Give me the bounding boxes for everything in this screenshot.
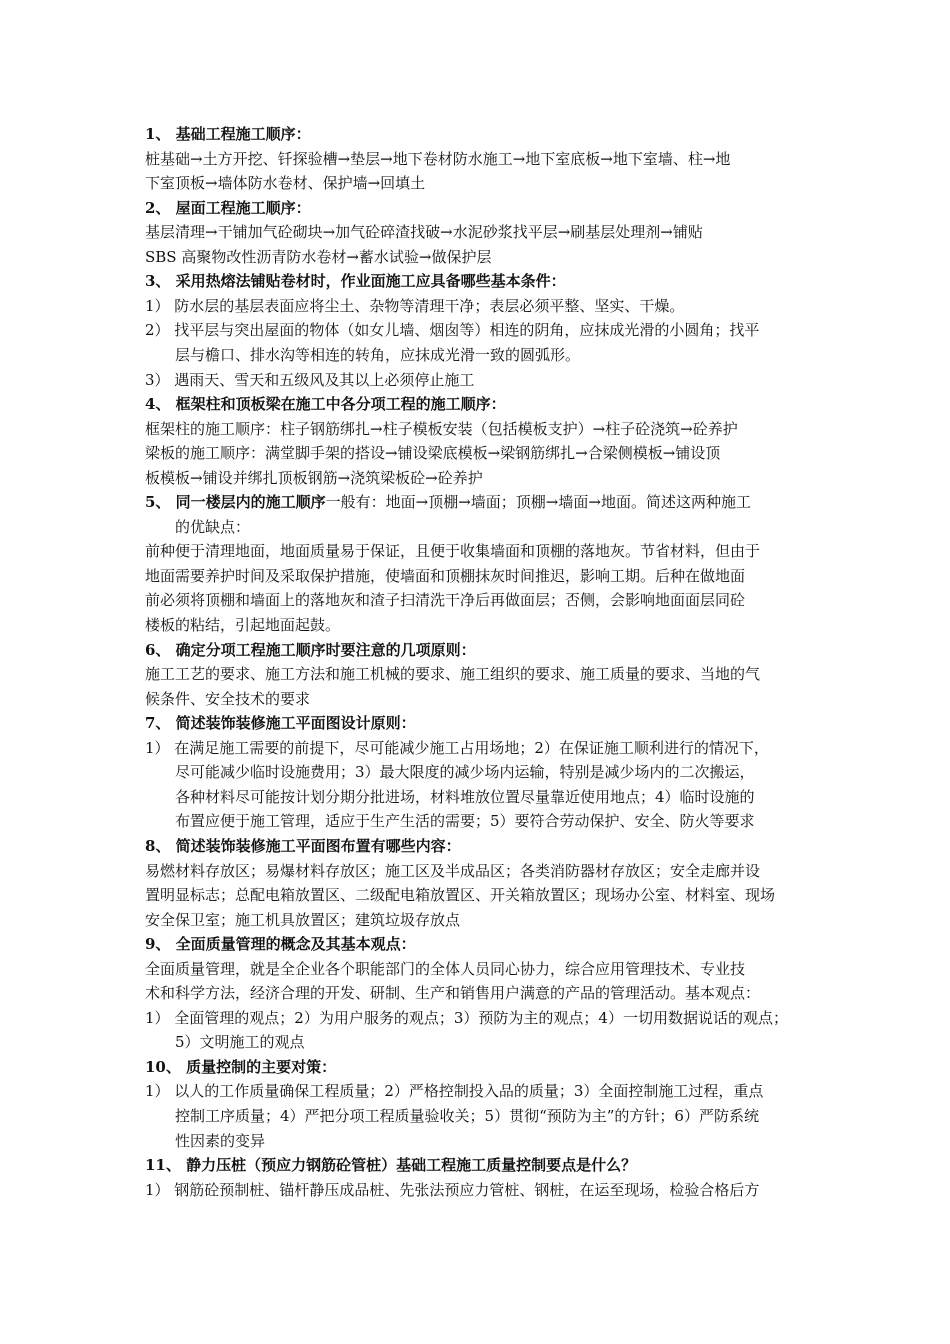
section-heading [145,834,461,858]
body-text-line [175,515,250,539]
line-text: 术和科学方法，经济合理的开发、研制、生产和销售用户满意的产品的管理活动。基本观点： [145,984,761,1003]
body-text-line [145,981,760,1005]
body-text-line [145,564,745,588]
line-text: 候条件、安全技术的要求 [145,689,311,708]
body-text-line [145,1006,788,1030]
body-text-line [145,736,769,760]
body-text-line [145,245,491,269]
line-text: 1） 防水层的基层表面应将尘土、杂物等清理干净；表层必须平整、坚实、干燥。 [145,296,685,315]
line-text: 尽可能减少临时设施费用；3）最大限度的减少场内运输，特别是减少场内的二次搬运， [175,763,755,782]
section-heading [145,1055,336,1079]
body-text-line [145,588,745,612]
body-text-line [145,883,775,907]
line-text: 各种材料尽可能按计划分期分批进场，材料堆放位置尽量靠近使用地点；4）临时设施的 [175,787,755,806]
body-text-line [145,220,703,244]
line-text: 桩基础→土方开挖、钎探验槽→垫层→地下卷材防水施工→地下室底板→地下室墙、柱→地 [145,149,731,168]
section-heading [145,392,506,416]
body-text-line [145,662,760,686]
section-heading [145,932,416,956]
section-heading [145,490,751,514]
body-text-line [145,539,760,563]
body-text-line [175,785,755,809]
heading-text: 5、 同一楼层内的施工顺序 [145,493,326,512]
line-text: 1） 以人的工作质量确保工程质量；2）严格控制投入品的质量；3）全面控制施工过程，重点 [145,1082,764,1101]
body-text-line [175,1104,759,1128]
heading-text: 3、 采用热熔法铺贴卷材时，作业面施工应具备哪些基本条件： [145,272,566,291]
body-text-line [175,760,755,784]
line-text: 的优缺点： [175,517,251,536]
section-heading [145,711,416,735]
line-text: 1） 在满足施工需要的前提下，尽可能减少施工占用场地；2）在保证施工顺利进行的情况下， [145,738,769,757]
line-text: 全面质量管理，就是全企业各个职能部门的全体人员同心协力，综合应用管理技术、专业技 [145,959,746,978]
body-text-line [175,343,580,367]
heading-text: 1、 基础工程施工顺序： [145,125,311,143]
body-text-line [175,1030,305,1054]
heading-text: 7、 简述装饰装修施工平面图设计原则： [145,714,416,733]
line-text: 性因素的变异 [175,1131,266,1150]
line-text: 层与檐口、排水沟等相连的转角，应抹成光滑一致的圆弧形。 [175,345,581,364]
line-text: 基层清理→干铺加气砼砌块→加气砼碎渣找破→水泥砂浆找平层→刷基层处理剂→铺贴 [145,223,703,242]
body-text-line [145,417,738,441]
body-text-line [175,1129,265,1153]
section-heading [145,638,476,662]
body-text-line [145,147,730,171]
line-text: 地面需要养护时间及采取保护措施，使墙面和顶棚抹灰时间推迟，影响工期。后种在做地面 [145,566,746,585]
body-text-line [145,957,745,981]
section-heading [145,1153,636,1177]
heading-text: 4、 框架柱和顶板梁在施工中各分项工程的施工顺序： [145,395,506,414]
heading-text: 2、 屋面工程施工顺序： [145,198,311,217]
line-text: 1） 全面管理的观点；2）为用户服务的观点；3）预防为主的观点；4）一切用数据说话的观点； [145,1008,788,1027]
line-text: 前必须将顶棚和墙面上的落地灰和渣子扫清洗干净后再做面层；否侧，会影响地面面层同砼 [145,591,746,610]
body-text-line [145,1079,763,1103]
line-text: 框架柱的施工顺序：柱子钢筋绑扎→柱子模板安装（包括模板支护）→柱子砼浇筑→砼养护 [145,419,738,438]
line-text: 板模板→铺设并绑扎顶板钢筋→浇筑梁板砼→砼养护 [145,468,483,487]
line-text: 下室顶板→墙体防水卷材、保护墙→回填土 [145,174,426,193]
line-text: 安全保卫室；施工机具放置区；建筑垃圾存放点 [145,910,461,929]
body-text-line [145,171,425,195]
body-text-line [145,613,340,637]
body-text-line [145,859,760,883]
line-text: 控制工序质量；4）严把分项工程质量验收关；5）贯彻“预防为主”的方针；6）严防系统 [175,1107,759,1125]
heading-text: 8、 简述装饰装修施工平面图布置有哪些内容： [145,836,461,855]
body-text-line [145,466,483,490]
line-text: 2） 找平层与突出屋面的物体（如女儿墙、烟囱等）相连的阴角，应抹成光滑的小圆角；找平 [145,321,760,340]
line-text: 5）文明施工的观点 [175,1033,305,1052]
line-text: SBS 高聚物改性沥青防水卷材→蓄水试验→做保护层 [145,247,492,266]
line-text: 梁板的施工顺序：满堂脚手架的搭设→铺设梁底模板→梁钢筋绑扎→合梁侧模板→铺设顶 [145,444,721,463]
body-text-line [145,1178,759,1202]
heading-text: 10、 质量控制的主要对策： [145,1057,337,1076]
heading-text: 11、 静力压桩（预应力钢筋砼管桩）基础工程施工质量控制要点是什么？ [145,1156,637,1175]
line-text: 前种便于清理地面，地面质量易于保证，且便于收集墙面和顶棚的落地灰。节省材料，但由于 [145,542,761,561]
line-text: 置明显标志；总配电箱放置区、二级配电箱放置区、开关箱放置区；现场办公室、材料室、现场 [145,886,776,905]
line-text: 施工工艺的要求、施工方法和施工机械的要求、施工组织的要求、施工质量的要求、当地的气 [145,665,761,684]
line-text: 3） 遇雨天、雪天和五级风及其以上必须停止施工 [145,370,475,389]
line-text: 易燃材料存放区；易爆材料存放区；施工区及半成品区；各类消防器材存放区；安全走廊并设 [145,861,761,880]
heading-text: 6、 确定分项工程施工顺序时要注意的几项原则： [145,640,476,659]
body-text-line [145,294,684,318]
section-heading [145,269,566,293]
body-text-line [145,441,720,465]
section-heading [145,196,311,220]
line-text: 布置应便于施工管理，适应于生产生活的需要；5）要符合劳动保护、安全、防火等要求 [175,812,755,831]
section-heading [145,122,311,146]
body-text-line [145,687,310,711]
body-text-line [175,809,755,833]
line-text-continuation: 一般有：地面→顶棚→墙面；顶棚→墙面→地面。简述这两种施工 [325,493,751,512]
line-text: 楼板的粘结，引起地面起鼓。 [145,616,341,634]
heading-text: 9、 全面质量管理的概念及其基本观点： [145,935,416,954]
body-text-line [145,318,759,342]
body-text-line [145,368,474,392]
line-text: 1） 钢筋砼预制桩、锚杆静压成品桩、先张法预应力管桩、钢桩，在运至现场，检验合格后方 [145,1180,760,1199]
body-text-line [145,908,460,932]
